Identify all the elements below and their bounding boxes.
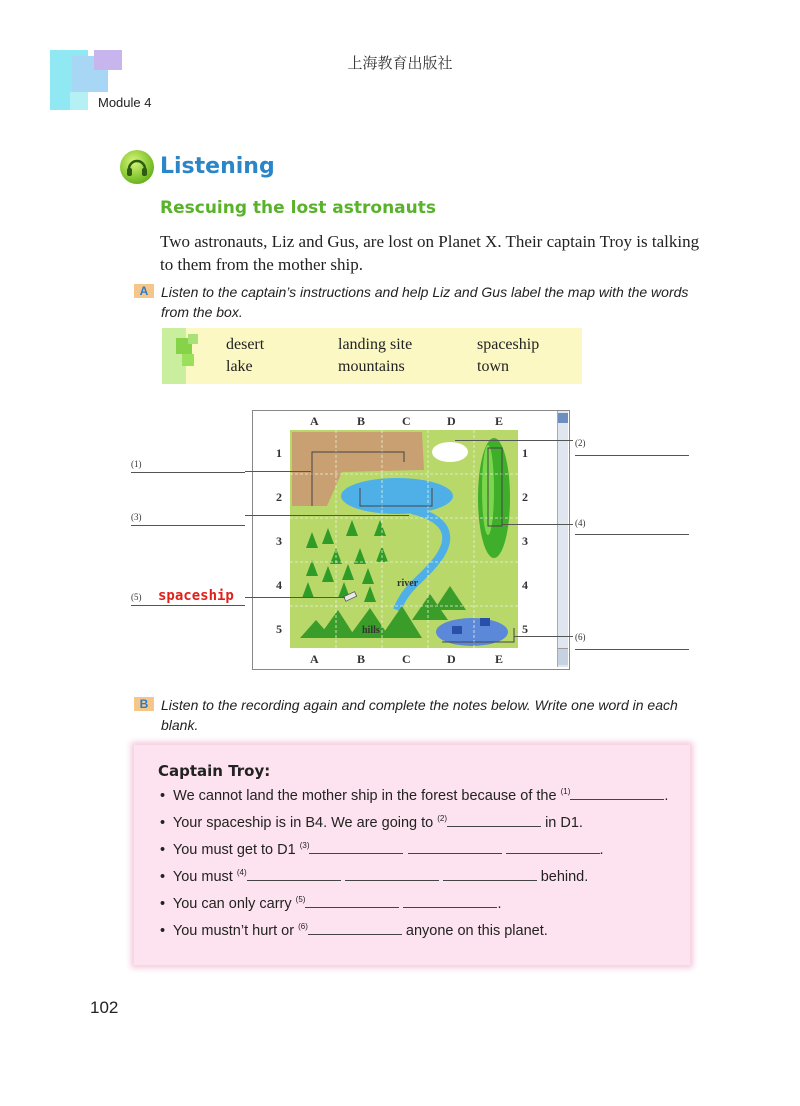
label-number: (1) bbox=[131, 459, 142, 469]
word-item: desert bbox=[226, 336, 265, 353]
blank-6[interactable] bbox=[308, 922, 402, 935]
row-label: 3 bbox=[522, 534, 528, 548]
row-label: 5 bbox=[276, 622, 282, 636]
column-label: B bbox=[357, 652, 366, 666]
note-item: • You can only carry $^{(5)}$ . bbox=[160, 895, 502, 912]
note-item: • You must $^{(4)}$ behind. bbox=[160, 868, 589, 885]
pointer-line bbox=[245, 471, 311, 472]
row-label: 3 bbox=[276, 534, 282, 548]
river-label: river bbox=[397, 578, 419, 589]
blank-1[interactable] bbox=[570, 787, 664, 800]
row-label: 1 bbox=[522, 446, 528, 460]
blank-4a[interactable] bbox=[247, 868, 341, 881]
row-label: 2 bbox=[522, 490, 528, 504]
column-label: E bbox=[495, 652, 504, 666]
map-scrollbar bbox=[557, 411, 568, 667]
word-item: spaceship bbox=[477, 336, 540, 353]
column-label: B bbox=[357, 414, 366, 428]
word-item: mountains bbox=[338, 358, 405, 375]
pointer-line bbox=[245, 515, 409, 516]
blank-3b[interactable] bbox=[408, 841, 502, 854]
column-label: A bbox=[310, 652, 319, 666]
blank-5a[interactable] bbox=[305, 895, 399, 908]
answer-line-3[interactable] bbox=[131, 513, 245, 526]
label-number: (6) bbox=[575, 632, 586, 642]
answer-line-2[interactable] bbox=[575, 443, 689, 456]
note-item: • Your spaceship is in B4. We are going to $^{(2)}$ in D1. bbox=[160, 814, 583, 831]
publisher-name: 上海教育出版社 bbox=[347, 54, 453, 72]
pointer-line bbox=[245, 597, 345, 598]
column-label: A bbox=[310, 414, 319, 428]
column-label: E bbox=[495, 414, 504, 428]
section-subtitle: Rescuing the lost astronauts bbox=[160, 198, 436, 218]
pointer-line bbox=[502, 524, 573, 525]
headphones-icon bbox=[120, 150, 154, 184]
task-b-instruction: Listen to the recording again and complete the notes below. Write one word in each blank. bbox=[161, 697, 678, 733]
notes-title: Captain Troy: bbox=[158, 762, 271, 780]
pointer-line bbox=[514, 636, 573, 637]
section-title: Listening bbox=[160, 154, 275, 179]
module-label: Module 4 bbox=[98, 95, 152, 110]
map-drawing bbox=[252, 410, 558, 668]
blank-3a[interactable] bbox=[309, 841, 403, 854]
task-b-tag: B bbox=[134, 697, 154, 711]
answer-line-6[interactable] bbox=[575, 637, 689, 650]
row-label: 5 bbox=[522, 622, 528, 636]
answer-spaceship: spaceship bbox=[158, 588, 234, 604]
answer-line-1[interactable] bbox=[131, 460, 245, 473]
row-label: 1 bbox=[276, 446, 282, 460]
label-number: (2) bbox=[575, 438, 586, 448]
label-number: (3) bbox=[131, 512, 142, 522]
column-label: C bbox=[402, 414, 411, 428]
header-decoration bbox=[70, 92, 88, 110]
blank-4b[interactable] bbox=[345, 868, 439, 881]
map-column-labels-top bbox=[252, 414, 558, 426]
hills-label: hills bbox=[362, 625, 380, 636]
intro-text: Two astronauts, Liz and Gus, are lost on Planet X. Their captain Troy is talking to them from the mother ship. bbox=[160, 232, 700, 274]
label-number: (5) bbox=[131, 592, 142, 602]
word-item: landing site bbox=[338, 336, 413, 353]
column-label: D bbox=[447, 652, 456, 666]
answer-line-4[interactable] bbox=[575, 522, 689, 535]
map-column-labels-bottom bbox=[252, 652, 558, 664]
column-label: D bbox=[447, 414, 456, 428]
word-item: lake bbox=[226, 358, 253, 375]
pointer-line bbox=[455, 440, 573, 441]
row-label: 2 bbox=[276, 490, 282, 504]
word-item: town bbox=[477, 358, 509, 375]
note-item: • You mustn’t hurt or $^{(6)}$ anyone on this planet. bbox=[160, 922, 548, 939]
page-number: 102 bbox=[90, 998, 119, 1017]
task-a-tag: A bbox=[134, 284, 154, 298]
answer-line-5[interactable] bbox=[131, 593, 245, 606]
row-label: 4 bbox=[276, 578, 282, 592]
blank-3c[interactable] bbox=[506, 841, 600, 854]
task-a-instruction: Listen to the captain’s instructions and help Liz and Gus label the map with the words from the box. bbox=[161, 284, 689, 320]
blank-2[interactable] bbox=[447, 814, 541, 827]
row-label: 4 bbox=[522, 578, 528, 592]
note-item: • You must get to D1 $^{(3)}$ . bbox=[160, 841, 604, 858]
label-number: (4) bbox=[575, 518, 586, 528]
note-item: • We cannot land the mother ship in the forest because of the $^{(1)}$ . bbox=[160, 787, 669, 804]
blank-4c[interactable] bbox=[443, 868, 537, 881]
column-label: C bbox=[402, 652, 411, 666]
blank-5b[interactable] bbox=[403, 895, 497, 908]
